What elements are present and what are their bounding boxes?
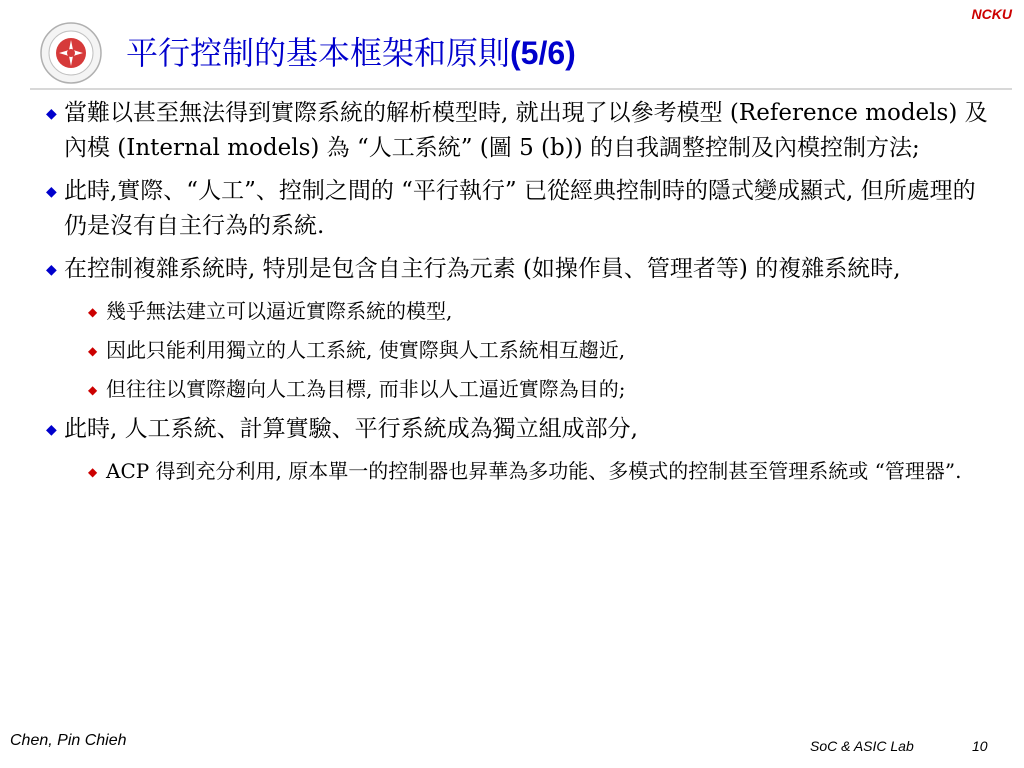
title-page-indicator: (5/6) <box>510 35 576 71</box>
bullet-text: 此時,實際、“人工”、控制之間的 “平行執行” 已從經典控制時的隱式變成顯式, 但所處理的仍是沒有自主行為的系統. <box>64 178 976 239</box>
diamond-bullet-icon: ◆ <box>88 305 98 319</box>
bullet-item <box>46 174 996 244</box>
diamond-bullet-icon: ◆ <box>88 465 98 479</box>
bullet-text: 因此只能利用獨立的人工系統, 使實際與人工系統相互趨近, <box>106 338 626 362</box>
sub-bullet-item <box>88 455 996 487</box>
sub-bullet-item <box>88 373 996 405</box>
bullet-text: 但往往以實際趨向人工為目標, 而非以人工逼近實際為目的; <box>106 377 626 401</box>
slide-title <box>126 28 576 74</box>
bullet-text: 此時, 人工系統、計算實驗、平行系統成為獨立組成部分, <box>64 416 638 442</box>
bullet-text: 當難以甚至無法得到實際系統的解析模型時, 就出現了以參考模型 (Reference models) 及內模 (Internal models) 為 “人工系統” (圖 5 (b)) 的自我調整控制及內模控制方法; <box>64 100 988 161</box>
bullet-item <box>46 412 996 447</box>
diamond-bullet-icon: ◆ <box>46 184 57 200</box>
sub-bullet-item <box>88 295 996 327</box>
bullet-text: 幾乎無法建立可以逼近實際系統的模型, <box>106 299 453 323</box>
title-text: 平行控制的基本框架和原則 <box>126 34 511 72</box>
footer-author: Chen, Pin Chieh <box>10 732 127 749</box>
diamond-bullet-icon: ◆ <box>46 106 57 122</box>
title-divider <box>30 88 1012 90</box>
sub-bullet-item <box>88 334 996 366</box>
page-number: 10 <box>972 738 988 754</box>
diamond-bullet-icon: ◆ <box>88 344 98 358</box>
bullet-list <box>46 96 996 494</box>
university-seal-logo <box>40 22 102 84</box>
diamond-bullet-icon: ◆ <box>46 262 57 278</box>
diamond-bullet-icon: ◆ <box>46 422 57 438</box>
bullet-item <box>46 252 996 287</box>
diamond-bullet-icon: ◆ <box>88 383 98 397</box>
brand-label: NCKU <box>971 6 1012 22</box>
bullet-text: ACP 得到充分利用, 原本單一的控制器也昇華為多功能、多模式的控制甚至管理系統或 “管理器”. <box>106 459 962 483</box>
bullet-item <box>46 96 996 166</box>
footer-lab: SoC & ASIC Lab <box>810 738 914 754</box>
bullet-text: 在控制複雜系統時, 特別是包含自主行為元素 (如操作員、管理者等) 的複雜系統時, <box>64 256 901 282</box>
